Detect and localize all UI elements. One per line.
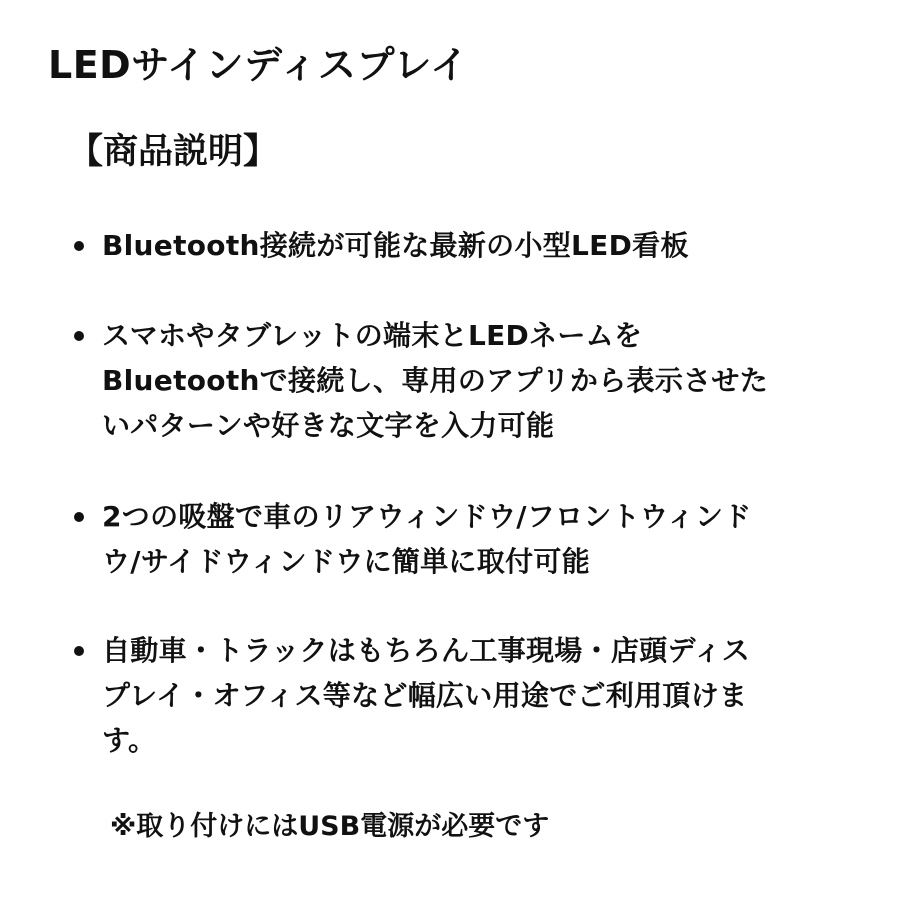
list-item-text: プレイ・オフィス等など幅広い用途でご利用頂けま	[102, 679, 748, 712]
list-item-text: ウ/サイドウィンドウに簡単に取付可能	[102, 545, 590, 578]
bullet-icon	[74, 512, 84, 522]
list-item	[102, 628, 862, 763]
list-item-text: Bluetooth接続が可能な最新の小型LED看板	[102, 229, 689, 262]
list-item	[102, 223, 862, 268]
bullet-icon	[74, 241, 84, 251]
footnote: ※取り付けにはUSB電源が必要です	[110, 811, 550, 842]
list-item-text: す。	[102, 724, 157, 757]
list-item-text: いパターンや好きな文字を入力可能	[102, 409, 555, 442]
bullet-icon	[74, 646, 84, 656]
bullet-icon	[74, 331, 84, 341]
list-item-text: 2つの吸盤で車のリアウィンドウ/フロントウィンド	[102, 500, 752, 533]
list-item-text: 自動車・トラックはもちろん工事現場・店頭ディス	[102, 634, 751, 667]
section-heading: 【商品説明】	[68, 132, 279, 172]
list-item	[102, 313, 862, 448]
page-title: LEDサインディスプレイ	[48, 43, 469, 87]
list-item	[102, 494, 862, 584]
list-item-text: Bluetoothで接続し、専用のアプリから表示させた	[102, 364, 769, 397]
list-item-text: スマホやタブレットの端末とLEDネームを	[102, 319, 643, 352]
